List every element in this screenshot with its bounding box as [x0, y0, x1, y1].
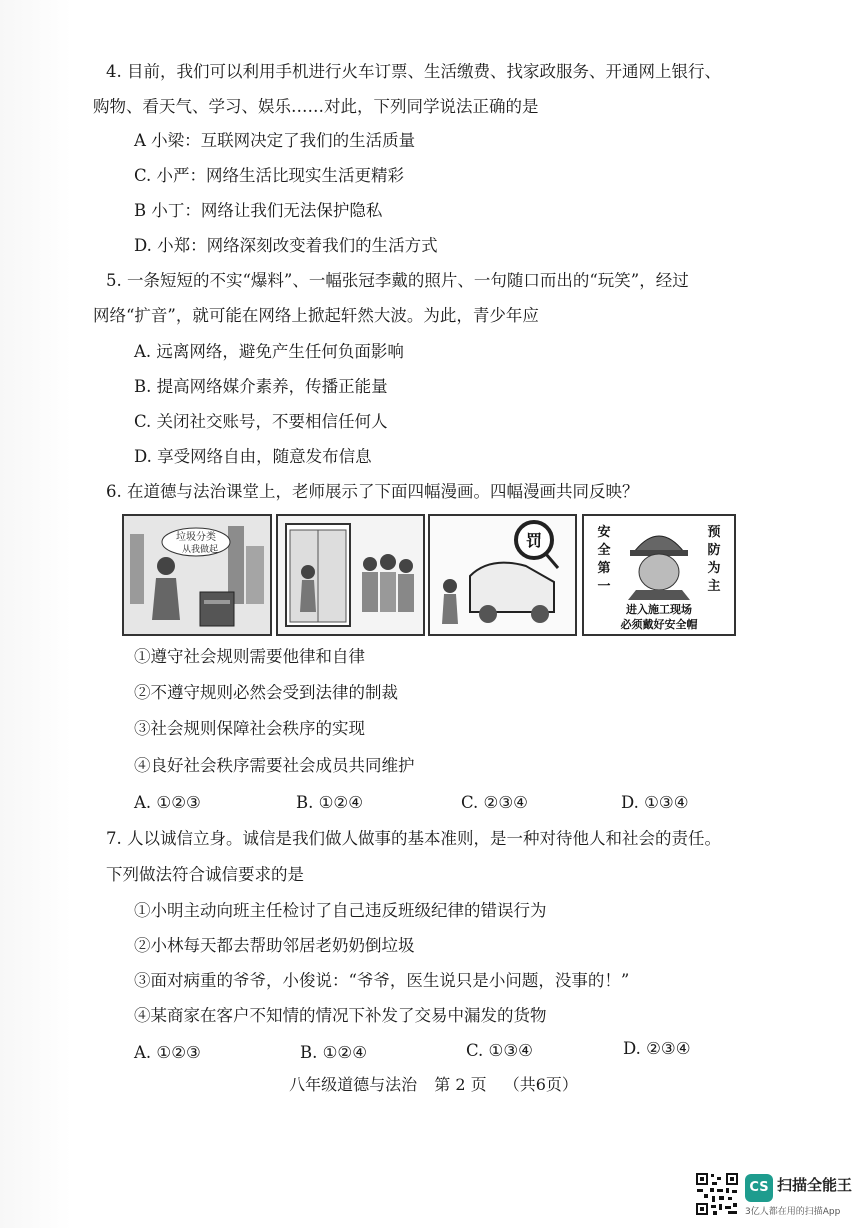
comic-panel-safety-helmet	[582, 514, 736, 636]
comic-garbage-caption-part1: 垃圾分类	[176, 532, 216, 543]
q5-option-b: B. 提高网络媒介素养，传播正能量	[134, 377, 388, 396]
comic-safety-left-2: 全	[597, 543, 611, 558]
footer-page: 第 2 页	[434, 1075, 487, 1094]
q4-stem-line2: 购物、看天气、学习、娱乐……对此，下列同学说法正确的是	[93, 97, 539, 116]
comic-panel-garbage-sorting	[122, 514, 272, 636]
comic-safety-left-1: 安	[597, 525, 611, 540]
footer-subject: 八年级道德与法治	[289, 1075, 418, 1094]
q6-choice-b: B. ①②④	[296, 793, 363, 812]
comic-safety-right-2: 防	[707, 543, 721, 558]
q6-statement-3: ③社会规则保障社会秩序的实现	[134, 719, 365, 738]
q7-stem-line1: 7. 人以诚信立身。诚信是我们做人做事的基本准则，是一种对待他人和社会的责任。	[106, 829, 721, 848]
q6-statement-2: ②不遵守规则必然会受到法律的制裁	[134, 683, 398, 702]
q4-option-d: D. 小郑：网络深刻改变着我们的生活方式	[134, 236, 438, 255]
comic-safety-right-1: 预	[707, 525, 721, 540]
q4-option-b: B 小丁：网络让我们无法保护隐私	[134, 201, 383, 220]
q4-option-a: A 小梁：互联网决定了我们的生活质量	[134, 131, 416, 150]
comic-parking-fine-drawing	[430, 516, 575, 634]
comic-safety-left-4: 一	[597, 579, 611, 594]
q7-choice-c: C. ①③④	[466, 1041, 533, 1060]
q6-statement-1: ①遵守社会规则需要他律和自律	[134, 647, 365, 666]
q6-stem: 6. 在道德与法治课堂上，老师展示了下面四幅漫画。四幅漫画共同反映？	[106, 482, 639, 501]
q7-stem-line2: 下列做法符合诚信要求的是	[106, 865, 304, 884]
q5-option-d: D. 享受网络自由，随意发布信息	[134, 447, 372, 466]
comic-elevator-drawing	[278, 516, 423, 634]
q6-choice-d: D. ①③④	[621, 793, 689, 812]
q7-statement-3: ③面对病重的爷爷，小俊说：“爷爷，医生说只是小问题，没事的！”	[134, 971, 630, 990]
q7-statement-1: ①小明主动向班主任检讨了自己违反班级纪律的错误行为	[134, 901, 547, 920]
q5-stem-line1: 5. 一条短短的不实“爆料”、一幅张冠李戴的照片、一句随口而出的“玩笑”，经过	[106, 271, 689, 290]
camscanner-name: 扫描全能王	[777, 1176, 853, 1194]
comic-safety-right-4: 主	[707, 579, 721, 594]
comic-panel-parking-fine	[428, 514, 577, 636]
q7-choice-b: B. ①②④	[300, 1043, 367, 1062]
q6-choice-c: C. ②③④	[461, 793, 528, 812]
comic-panel-elevator-queue	[276, 514, 425, 636]
comic-safety-helmet-drawing	[584, 516, 734, 634]
scan-edge-shadow	[0, 0, 72, 1228]
comic-garbage-caption-part2: 从我做起	[181, 545, 219, 555]
q5-stem-line2: 网络“扩音”，就可能在网络上掀起轩然大波。为此，青少年应	[93, 306, 539, 325]
q5-option-c: C. 关闭社交账号，不要相信任何人	[134, 412, 388, 431]
page-footer	[0, 1072, 867, 1095]
camscanner-tagline: 3亿人都在用的扫描App	[745, 1207, 841, 1217]
camscanner-logo-icon: CS	[745, 1174, 773, 1202]
q7-choice-a: A. ①②③	[134, 1043, 201, 1062]
q7-statement-2: ②小林每天都去帮助邻居老奶奶倒垃圾	[134, 936, 415, 955]
comic-safety-left-3: 第	[597, 561, 611, 576]
q7-choice-d: D. ②③④	[623, 1039, 691, 1058]
q6-choice-a: A. ①②③	[134, 793, 201, 812]
q5-option-a: A. 远离网络，避免产生任何负面影响	[134, 342, 404, 361]
comic-safety-bottom-1: 进入施工现场	[626, 603, 692, 616]
comic-safety-bottom-2: 必须戴好安全帽	[620, 618, 698, 631]
qr-code-icon	[695, 1172, 739, 1216]
comic-fine-sign-text: 罚	[525, 531, 543, 550]
footer-total: （共6页）	[503, 1075, 578, 1094]
q6-statement-4: ④良好社会秩序需要社会成员共同维护	[134, 756, 415, 775]
q7-statement-4: ④某商家在客户不知情的情况下补发了交易中漏发的货物	[134, 1006, 547, 1025]
comic-garbage-sorting-drawing	[124, 516, 270, 634]
comic-safety-right-3: 为	[707, 561, 721, 576]
q4-stem-line1: 4. 目前，我们可以利用手机进行火车订票、生活缴费、找家政服务、开通网上银行、	[106, 62, 721, 81]
q4-option-c: C. 小严：网络生活比现实生活更精彩	[134, 166, 405, 185]
